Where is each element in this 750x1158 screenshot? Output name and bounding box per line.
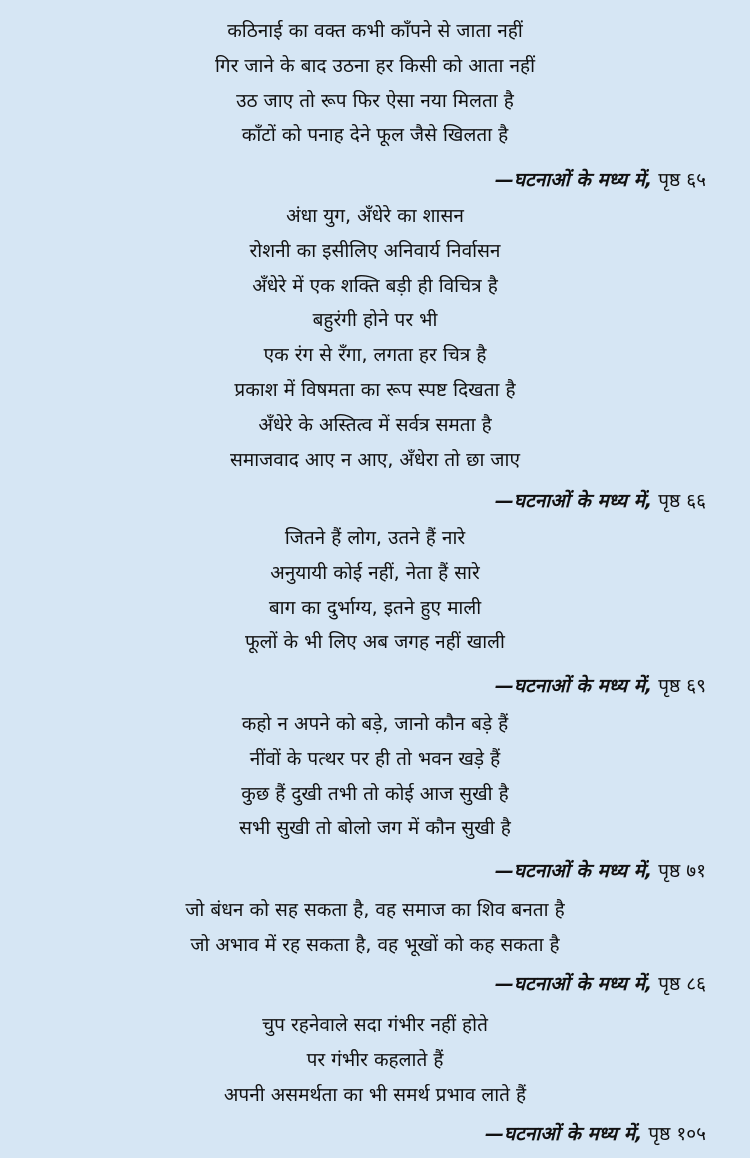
poem-line: अंधा युग, अँधेरे का शासन	[286, 205, 464, 227]
source-title: —घटनाओं के मध्य में,	[494, 675, 653, 697]
source-page: पृष्ठ ७१	[658, 860, 706, 882]
poem-line: अपनी असमर्थता का भी समर्थ प्रभाव लाते हैं	[223, 1083, 527, 1106]
source-citation	[495, 166, 706, 194]
poem-line: फूलों के भी लिए अब जगह नहीं खाली	[245, 631, 505, 654]
source-title: —घटनाओं के मध्य में,	[485, 1123, 643, 1145]
source-page: पृष्ठ ६९	[658, 675, 706, 697]
poem-line: कुछ हैं दुखी तभी तो कोई आज सुखी है	[241, 782, 509, 805]
source-title: —घटनाओं के मध्य में,	[494, 169, 653, 191]
poem-line: अँधेरे के अस्तित्व में सर्वत्र समता है	[258, 413, 492, 436]
source-title: —घटनाओं के मध्य में,	[494, 973, 653, 995]
poem-stanza	[0, 14, 750, 153]
source-citation	[495, 857, 706, 885]
poem-line: रोशनी का इसीलिए अनिवार्य निर्वासन	[249, 239, 501, 262]
poem-line: जो बंधन को सह सकता है, वह समाज का शिव बनता है	[185, 899, 565, 921]
source-page: पृष्ठ ६५	[658, 169, 706, 191]
source-page: पृष्ठ ८६	[658, 973, 706, 995]
poem-line: कहो न अपने को बड़े, जानो कौन बड़े हैं	[241, 713, 509, 735]
source-page: पृष्ठ १०५	[648, 1123, 706, 1145]
poem-line: बहुरंगी होने पर भी	[312, 309, 438, 332]
poem-line: अँधेरे में एक शक्ति बड़ी ही विचित्र है	[252, 274, 498, 297]
poem-line: प्रकाश में विषमता का रूप स्पष्ट दिखता है	[234, 378, 516, 401]
source-citation	[495, 487, 706, 515]
poem-line: सभी सुखी तो बोलो जग में कौन सुखी है	[239, 817, 511, 840]
poem-line: नींवों के पत्थर पर ही तो भवन खड़े हैं	[249, 747, 501, 770]
source-title: —घटनाओं के मध्य में,	[494, 860, 653, 882]
poem-line: जितने हैं लोग, उतने हैं नारे	[284, 527, 466, 549]
poem-line: अनुयायी कोई नहीं, नेता हैं सारे	[270, 561, 480, 584]
poem-line: काँटों को पनाह देने फूल जैसे खिलता है	[241, 124, 509, 147]
poem-line: बाग का दुर्भाग्य, इतने हुए माली	[268, 596, 482, 619]
poem-stanza	[0, 199, 750, 477]
poem-line: गिर जाने के बाद उठना हर किसी को आता नहीं	[214, 54, 536, 77]
poem-line: कठिनाई का वक्त कभी काँपने से जाता नहीं	[227, 20, 523, 42]
poem-line: एक रंग से रँगा, लगता हर चित्र है	[263, 344, 487, 367]
source-page: पृष्ठ ६६	[658, 490, 706, 512]
poem-line: उठ जाए तो रूप फिर ऐसा नया मिलता है	[236, 89, 514, 112]
source-citation	[485, 1120, 706, 1148]
poem-line: चुप रहनेवाले सदा गंभीर नहीं होते	[262, 1014, 488, 1036]
source-citation	[495, 970, 706, 998]
poem-line: जो अभाव में रह सकता है, वह भूखों को कह सकता है	[190, 933, 560, 956]
poem-stanza	[0, 707, 750, 846]
poem-stanza	[0, 1008, 750, 1112]
source-citation	[495, 672, 706, 700]
source-title: —घटनाओं के मध्य में,	[494, 490, 653, 512]
poem-stanza	[0, 521, 750, 660]
poem-stanza	[0, 893, 750, 963]
poem-line: समाजवाद आए न आए, अँधेरा तो छा जाए	[230, 448, 520, 471]
poem-line: पर गंभीर कहलाते हैं	[306, 1048, 444, 1071]
